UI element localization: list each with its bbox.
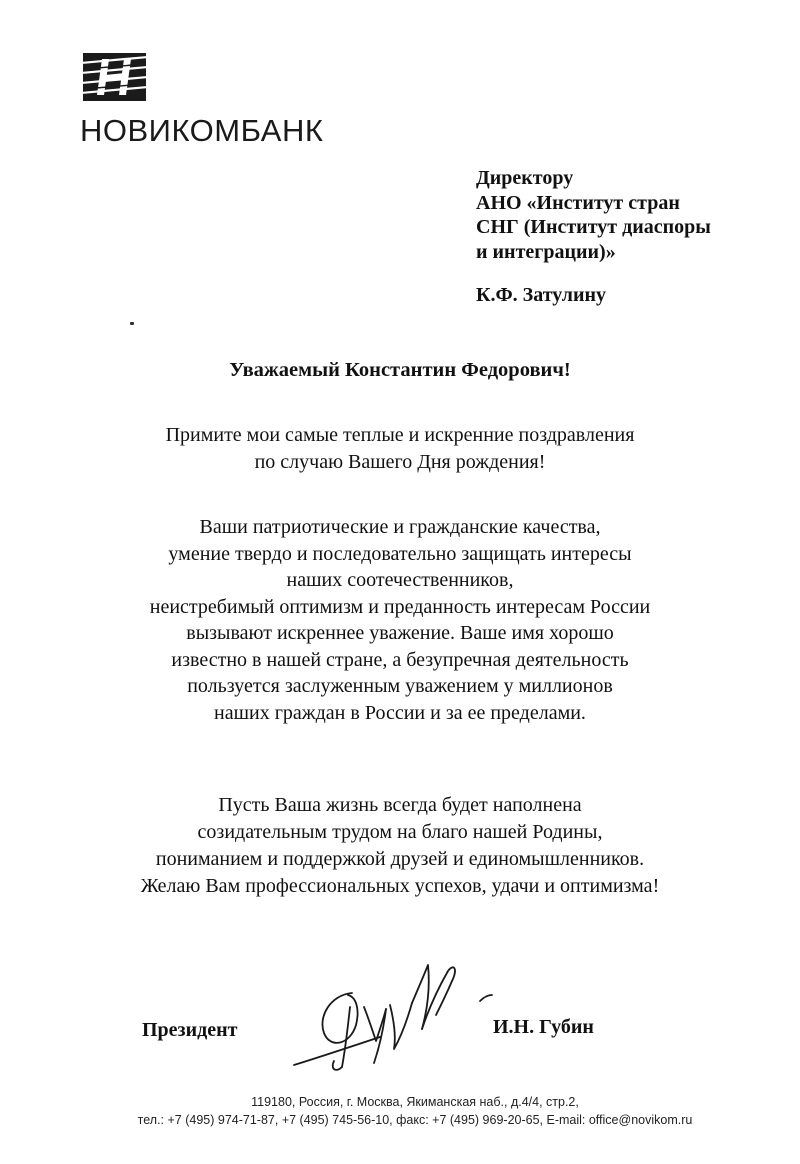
body-line: наших граждан в России и за ее пределами. [214,701,586,724]
body-line: пониманием и поддержкой друзей и единомышленников. [155,848,645,870]
novikombank-logo-icon [83,53,146,101]
handwritten-signature-icon [290,945,500,1080]
addressee-line: и интеграции)» [476,240,616,263]
addressee-name: К.Ф. Затулину [476,284,607,306]
addressee-line: СНГ (Институт диаспоры [476,216,711,238]
addressee-line: Директору [476,167,574,189]
body-line: по случаю Вашего Дня рождения! [254,450,546,473]
body-line: Ваши патриотические и гражданские качества, [199,516,601,538]
body-paragraph-1 [0,422,800,475]
signatory-name: И.Н. Губин [493,1016,594,1038]
letterhead-footer [0,1093,800,1129]
scan-speck [130,322,134,325]
footer-contacts: тел.: +7 (495) 974-71-87, +7 (495) 745-56-10, факс: +7 (495) 969-20-65, E-mail: office@novikom.ru [137,1113,693,1127]
body-line: неистребимый оптимизм и преданность интересам России [149,595,651,618]
addressee-block [476,166,711,264]
body-line: известно в нашей стране, а безупречная деятельность [171,648,629,671]
body-line: вызывают искреннее уважение. Ваше имя хорошо [186,622,614,644]
body-line: пользуется заслуженным уважением у миллионов [187,675,613,697]
body-line: Пусть Ваша жизнь всегда будет наполнена [218,794,582,816]
body-line: Желаю Вам профессиональных успехов, удачи и оптимизма! [140,875,660,897]
body-paragraph-2 [0,514,800,726]
addressee-line: АНО «Институт стран [476,191,680,214]
greeting: Уважаемый Константин Федорович! [229,359,571,381]
body-line: созидательным трудом на благо нашей Родины, [197,821,603,843]
body-line: Примите мои самые теплые и искренние поздравления [165,424,635,446]
footer-address: 119180, Россия, г. Москва, Якиманская наб., д.4/4, стр.2, [251,1095,579,1109]
bank-name: НОВИКОМБАНК [80,113,324,148]
body-line: наших соотечественников, [286,569,514,591]
body-line: умение твердо и последовательно защищать интересы [168,542,632,565]
signatory-title: Президент [142,1019,238,1041]
body-paragraph-3 [0,792,800,900]
